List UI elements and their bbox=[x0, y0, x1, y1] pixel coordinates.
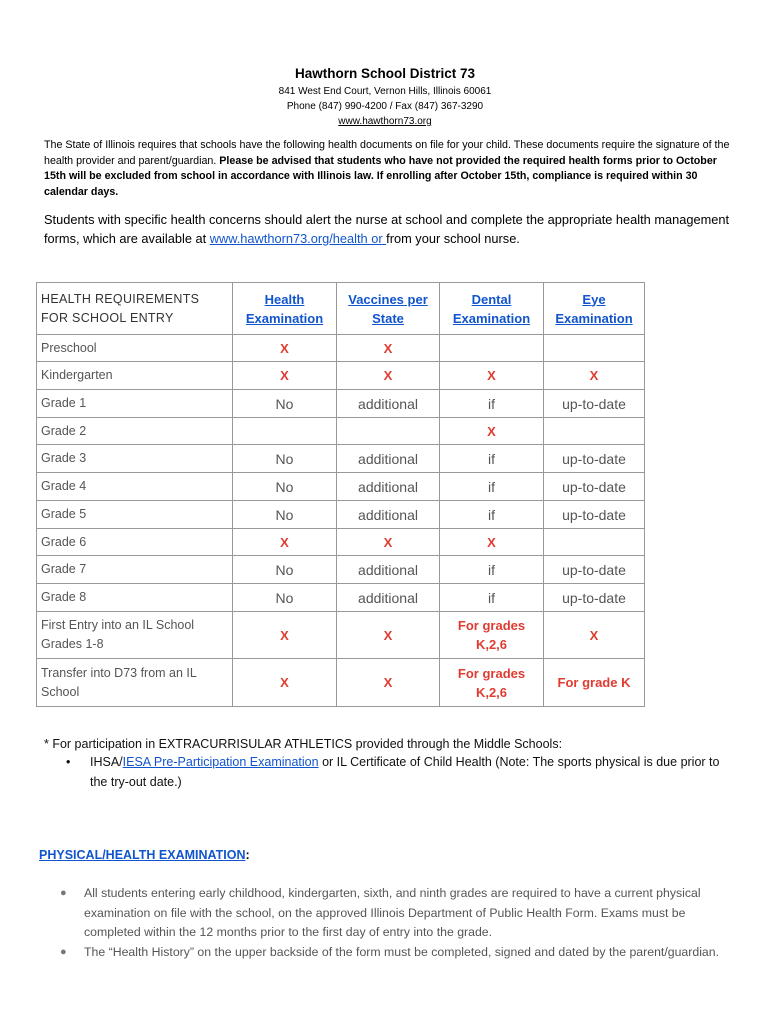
row-label: Grade 2 bbox=[37, 418, 233, 445]
eye-cell: X bbox=[544, 612, 645, 659]
ihsa-note bbox=[66, 753, 726, 792]
table-row bbox=[37, 362, 645, 390]
bullet-icon: ● bbox=[60, 887, 67, 899]
eye-cell: up-to-date bbox=[544, 556, 645, 584]
dental-cell: if bbox=[440, 390, 544, 418]
vaccines-cell: X bbox=[337, 335, 440, 362]
vaccines-cell: additional bbox=[337, 473, 440, 501]
district-website bbox=[0, 116, 770, 127]
eye-cell: up-to-date bbox=[544, 390, 645, 418]
health-cell: No bbox=[233, 501, 337, 529]
health-cell: No bbox=[233, 445, 337, 473]
eye-cell bbox=[544, 529, 645, 556]
vaccines-cell: X bbox=[337, 362, 440, 390]
table-header-row bbox=[37, 283, 645, 335]
row-label: Grade 7 bbox=[37, 556, 233, 584]
health-cell: X bbox=[233, 529, 337, 556]
health-cell: X bbox=[233, 335, 337, 362]
eye-cell bbox=[544, 335, 645, 362]
eye-cell: up-to-date bbox=[544, 584, 645, 612]
dental-cell: X bbox=[440, 529, 544, 556]
health-forms-link[interactable]: www.hawthorn73.org/health or bbox=[209, 231, 387, 246]
dental-cell: X bbox=[440, 418, 544, 445]
vaccines-cell: additional bbox=[337, 445, 440, 473]
row-label: Transfer into D73 from an IL School bbox=[37, 659, 233, 707]
table-row bbox=[37, 501, 645, 529]
physical-exam-list bbox=[60, 884, 730, 962]
row-label: Grade 4 bbox=[37, 473, 233, 501]
vaccines-cell: additional bbox=[337, 584, 440, 612]
table-row bbox=[37, 335, 645, 362]
health-cell: No bbox=[233, 473, 337, 501]
table-row bbox=[37, 659, 645, 707]
list-item: ● All students entering early childhood, kindergarten, sixth, and ninth grades are required to have a current physical examination on file with the school, on the approved Illinois Department of Public Health Form. Exams must be completed within the 12 months prior to the first day of entry into the grade. bbox=[60, 886, 701, 939]
eye-exam-header[interactable]: Eye Examination bbox=[544, 283, 645, 335]
row-label: Grade 3 bbox=[37, 445, 233, 473]
table-row bbox=[37, 390, 645, 418]
concern-text-end: from your school nurse. bbox=[386, 231, 520, 246]
table-row bbox=[37, 418, 645, 445]
health-cell bbox=[233, 418, 337, 445]
table-row bbox=[37, 445, 645, 473]
health-cell: X bbox=[233, 659, 337, 707]
district-title: Hawthorn School District 73 bbox=[294, 66, 476, 81]
vaccines-cell bbox=[337, 418, 440, 445]
table-row bbox=[37, 612, 645, 659]
bullet-glyph: • bbox=[66, 755, 71, 769]
dental-cell: if bbox=[440, 556, 544, 584]
list-item: ● The “Health History” on the upper backside of the form must be completed, signed and dated by the parent/guardian. bbox=[60, 943, 730, 963]
table-row bbox=[37, 529, 645, 556]
dental-cell: X bbox=[440, 362, 544, 390]
ihsa-suffix: or IL Certificate of Child Health (Note: The sports physical is due prior to the try-out date.) bbox=[90, 755, 720, 789]
health-exam-header[interactable]: Health Examination bbox=[233, 283, 337, 335]
table-row bbox=[37, 473, 645, 501]
intro-bold: Please be advised that students who have not provided the required health forms prior to October 15th will be excluded from school in accordance with Illinois law. If enrolling after October 15th, compliance is required within 30 calendar days. bbox=[44, 154, 717, 198]
dental-cell: if bbox=[440, 473, 544, 501]
dental-cell: For grades K,2,6 bbox=[440, 659, 544, 707]
concern-text: Students with specific health concerns should alert the nurse at school and complete the appropriate health management forms, which are available at bbox=[44, 212, 730, 246]
row-label: Grade 8 bbox=[37, 584, 233, 612]
intro-paragraph bbox=[44, 138, 734, 200]
eye-cell: up-to-date bbox=[544, 445, 645, 473]
health-cell: No bbox=[233, 390, 337, 418]
dental-exam-header[interactable]: Dental Examination bbox=[440, 283, 544, 335]
dental-cell: if bbox=[440, 445, 544, 473]
row-label: Kindergarten bbox=[37, 362, 233, 390]
row-label: Grade 6 bbox=[37, 529, 233, 556]
vaccines-cell: X bbox=[337, 612, 440, 659]
dental-cell bbox=[440, 335, 544, 362]
vaccines-header[interactable]: Vaccines per State bbox=[337, 283, 440, 335]
eye-cell bbox=[544, 418, 645, 445]
health-cell: No bbox=[233, 584, 337, 612]
district-address: 841 West End Court, Vernon Hills, Illinois 60061 bbox=[278, 86, 492, 97]
ihsa-prefix: IHSA/ bbox=[90, 755, 123, 769]
health-cell: No bbox=[233, 556, 337, 584]
vaccines-cell: additional bbox=[337, 556, 440, 584]
eye-cell: up-to-date bbox=[544, 473, 645, 501]
physical-exam-heading[interactable]: PHYSICAL/HEALTH EXAMINATION: bbox=[39, 848, 250, 862]
vaccines-cell: X bbox=[337, 529, 440, 556]
health-concern-paragraph bbox=[44, 210, 734, 248]
health-cell: X bbox=[233, 362, 337, 390]
row-label: Grade 1 bbox=[37, 390, 233, 418]
eye-cell: up-to-date bbox=[544, 501, 645, 529]
requirements-header: HEALTH REQUIREMENTS FOR SCHOOL ENTRY bbox=[37, 283, 233, 335]
district-phone: Phone (847) 990-4200 / Fax (847) 367-3290 bbox=[286, 101, 484, 112]
dental-cell: if bbox=[440, 584, 544, 612]
website-link[interactable]: www.hawthorn73.org bbox=[338, 116, 432, 127]
vaccines-cell: additional bbox=[337, 390, 440, 418]
ihsa-exam-link[interactable]: IESA Pre-Participation Examination bbox=[122, 755, 319, 769]
intro-normal: The State of Illinois requires that schools have the following health documents on file for your child. These documents require the signature of the health provider and parent/guardian. bbox=[44, 139, 730, 167]
table-row bbox=[37, 584, 645, 612]
table-row bbox=[37, 556, 645, 584]
vaccines-cell: additional bbox=[337, 501, 440, 529]
vaccines-cell: X bbox=[337, 659, 440, 707]
row-label: Preschool bbox=[37, 335, 233, 362]
bullet-icon: ● bbox=[60, 945, 67, 958]
health-requirements-table bbox=[36, 282, 645, 707]
dental-cell: if bbox=[440, 501, 544, 529]
eye-cell: For grade K bbox=[544, 659, 645, 707]
row-label: Grade 5 bbox=[37, 501, 233, 529]
dental-cell: For grades K,2,6 bbox=[440, 612, 544, 659]
health-cell: X bbox=[233, 612, 337, 659]
athletics-note: * For participation in EXTRACURRISULAR ATHLETICS provided through the Middle Schools: bbox=[44, 737, 563, 751]
row-label: First Entry into an IL School Grades 1-8 bbox=[37, 612, 233, 659]
eye-cell: X bbox=[544, 362, 645, 390]
